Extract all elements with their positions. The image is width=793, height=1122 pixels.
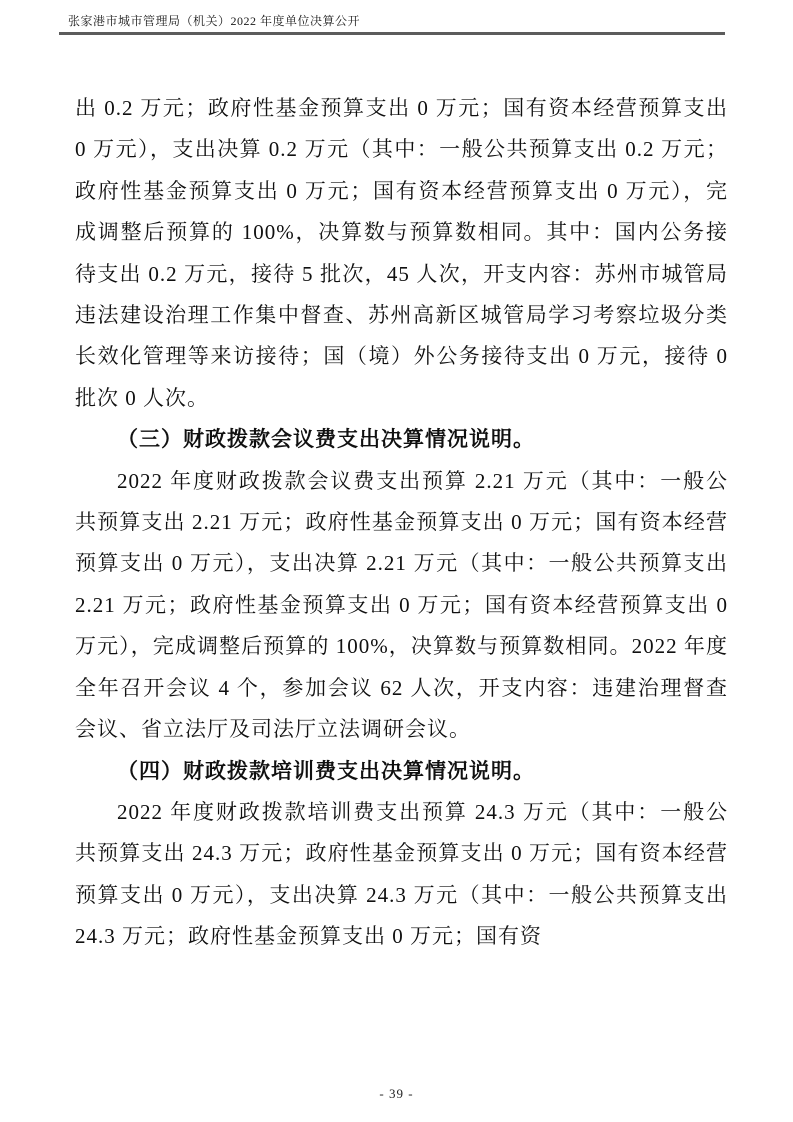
paragraph-training-fee-details: 2022 年度财政拨款培训费支出预算 24.3 万元（其中：一般公共预算支出 24.3 万元；政府性基金预算支出 0 万元；国有资本经营预算支出 0 万元），支出决算 24.3 万元（其中：一般公共预算支出 24.3 万元；政府性基金预算支出 0 万元；国有资 — [75, 799, 728, 949]
page-number: - 39 - — [379, 1086, 414, 1101]
header-title: 张家港市城市管理局（机关）2022 年度单位决算公开 — [68, 14, 361, 28]
heading-section-3-conference-fee: （三）财政拨款会议费支出决算情况说明。 — [117, 427, 535, 452]
document-body — [75, 88, 728, 958]
paragraph-conference-fee-details: 2022 年度财政拨款会议费支出预算 2.21 万元（其中：一般公共预算支出 2.21 万元；政府性基金预算支出 0 万元；国有资本经营预算支出 0 万元），支出决算 2.21 万元（其中：一般公共预算支出 2.21 万元；政府性基金预算支出 0 万元；国有资本经营预算支出 0 万元），完成调整后预算的 100%，决算数与预算数相同。2022 年度全年召开会议 4 个，参加会议 62 人次，开支内容：违建治理督查会议、省立法厅及司法厅立法调研会议。 — [75, 468, 728, 742]
heading-section-4-training-fee: （四）财政拨款培训费支出决算情况说明。 — [117, 758, 535, 783]
page-footer — [0, 1086, 793, 1102]
page-header — [59, 12, 725, 35]
paragraph-official-reception-continuation: 出 0.2 万元；政府性基金预算支出 0 万元；国有资本经营预算支出 0 万元），支出决算 0.2 万元（其中：一般公共预算支出 0.2 万元；政府性基金预算支出 0 万元；国有资本经营预算支出 0 万元），完成调整后预算的 100%，决算数与预算数相同。其中：国内公务接待支出 0.2 万元，接待 5 批次，45 人次，开支内容：苏州市城管局违法建设治理工作集中督查、苏州高新区城管局学习考察垃圾分类长效化管理等来访接待；国（境）外公务接待支出 0 万元，接待 0 批次 0 人次。 — [75, 96, 728, 410]
